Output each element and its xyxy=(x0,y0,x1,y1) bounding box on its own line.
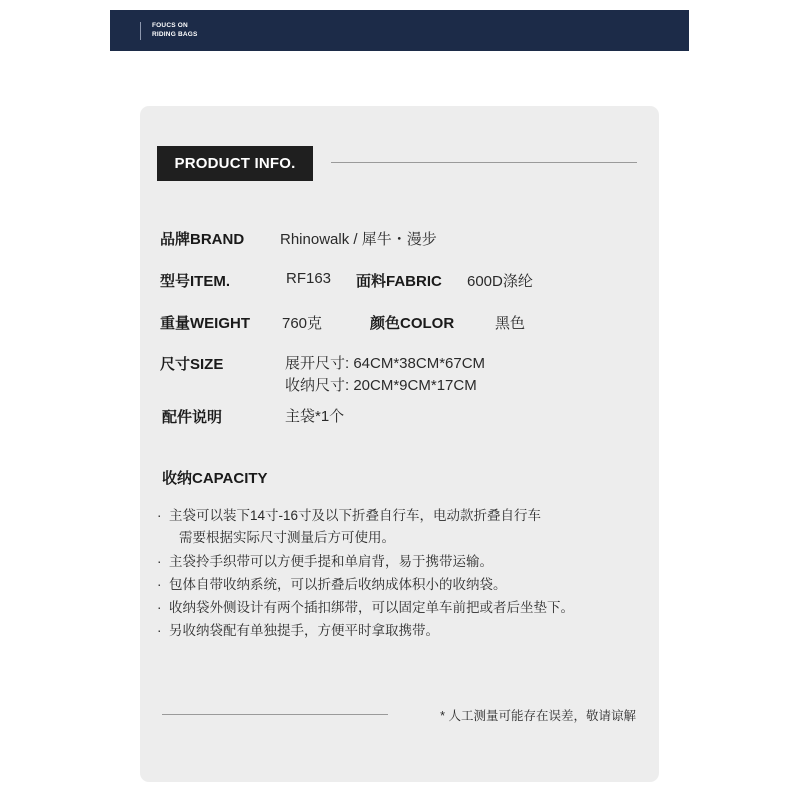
color-value: 黑色 xyxy=(495,315,526,332)
header-divider xyxy=(140,22,141,40)
list-item xyxy=(157,619,439,639)
bullet-text: 需要根据实际尺寸测量后方可使用。 xyxy=(179,530,395,545)
size-unfolded-value: 展开尺寸: 64CM*38CM*67CM xyxy=(285,355,486,372)
size-label: 尺寸SIZE xyxy=(160,356,224,373)
bullet-text: 主袋拎手织带可以方便手提和单肩背，易于携带运输。 xyxy=(169,554,493,569)
header-tagline xyxy=(152,22,198,39)
bullet-text: 收纳袋外侧设计有两个插扣绑带，可以固定单车前把或者后坐垫下。 xyxy=(169,600,574,615)
fabric-value: 600D涤纶 xyxy=(467,273,533,290)
size-folded-value: 收纳尺寸: 20CM*9CM*17CM xyxy=(285,377,477,394)
measurement-disclaimer: * 人工测量可能存在误差，敬请谅解 xyxy=(440,709,636,723)
list-item-continuation xyxy=(179,526,395,546)
bullet-text: 另收纳袋配有单独提手，方便平时拿取携带。 xyxy=(169,623,439,638)
list-item xyxy=(157,550,493,570)
weight-value: 760克 xyxy=(282,315,323,332)
item-value: RF163 xyxy=(286,270,332,287)
list-item xyxy=(157,596,574,616)
list-item xyxy=(157,504,541,524)
brand-label: 品牌BRAND xyxy=(160,231,245,248)
fabric-label: 面料FABRIC xyxy=(356,273,442,290)
header-banner xyxy=(110,10,689,51)
bullet-dot: · xyxy=(157,508,162,523)
section-title-badge: PRODUCT INFO. xyxy=(157,146,313,181)
weight-label: 重量WEIGHT xyxy=(160,315,250,332)
bullet-dot: · xyxy=(157,623,162,638)
bullet-text: 包体自带收纳系统，可以折叠后收纳成体积小的收纳袋。 xyxy=(169,577,507,592)
bullet-text: 主袋可以装下14寸-16寸及以下折叠自行车，电动款折叠自行车 xyxy=(169,508,542,523)
header-tagline-line2: RIDING BAGS xyxy=(152,30,198,38)
footnote-rule xyxy=(162,714,388,715)
list-item xyxy=(157,573,507,593)
header-tagline-line1: FOUCS ON xyxy=(152,22,188,29)
bullet-dot: · xyxy=(157,554,162,569)
capacity-title: 收纳CAPACITY xyxy=(162,470,268,487)
color-label: 颜色COLOR xyxy=(370,315,455,332)
accessory-label: 配件说明 xyxy=(162,409,223,426)
product-info-card xyxy=(140,106,659,782)
bullet-dot: · xyxy=(157,577,162,592)
bullet-dot: · xyxy=(157,600,162,615)
brand-value: Rhinowalk / 犀牛・漫步 xyxy=(280,231,437,248)
item-label: 型号ITEM. xyxy=(160,273,230,290)
accessory-value: 主袋*1个 xyxy=(285,408,345,425)
title-rule xyxy=(331,162,637,163)
